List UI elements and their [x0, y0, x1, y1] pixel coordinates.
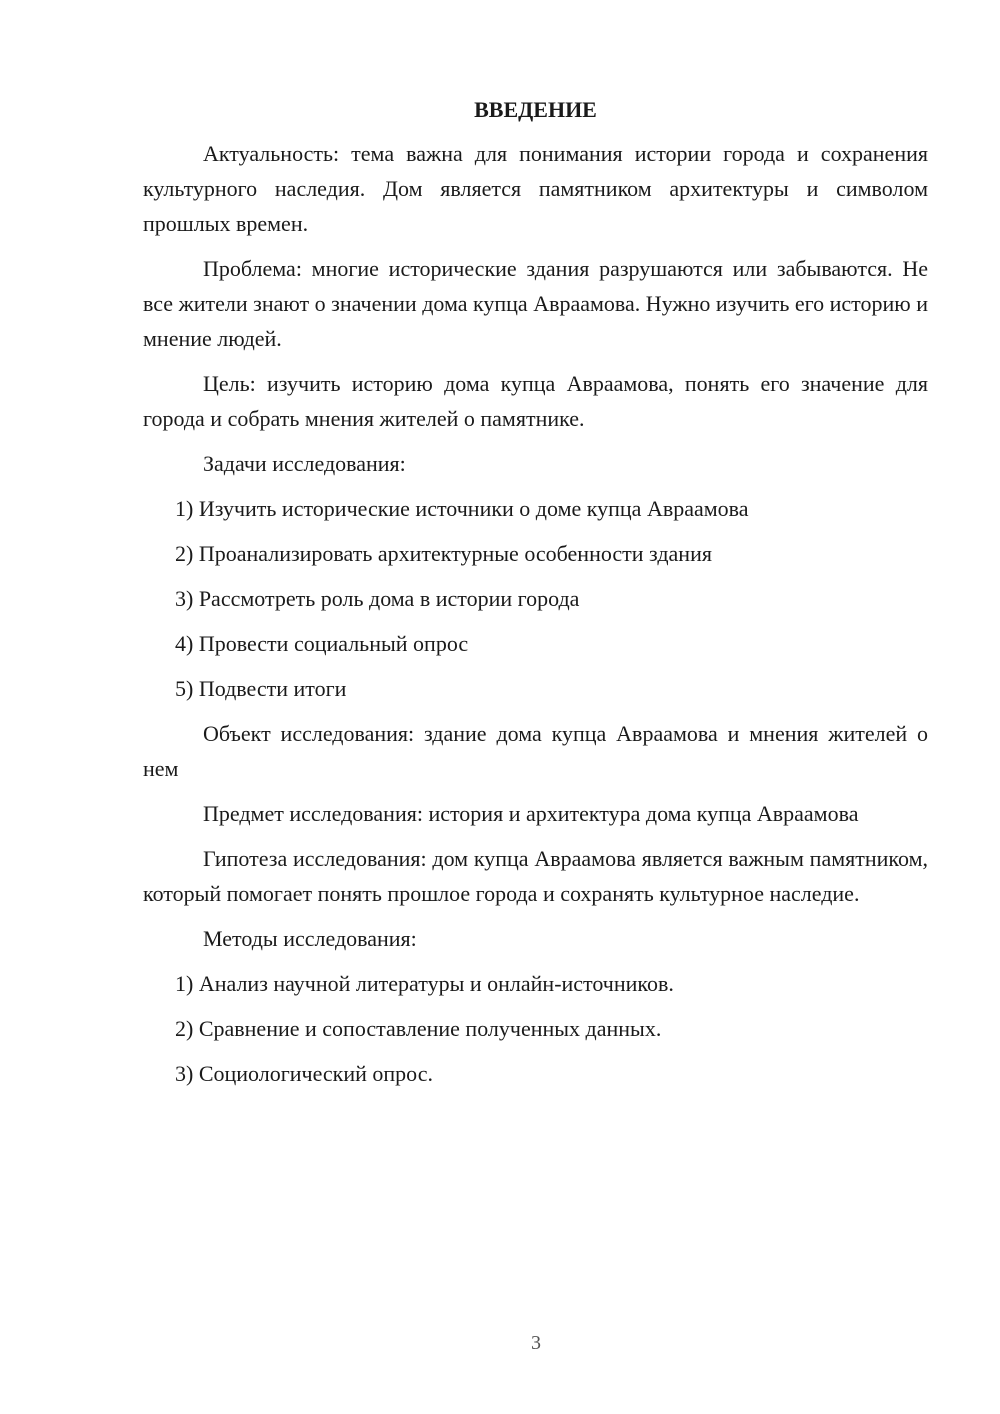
- list-item: 3) Социологический опрос.: [175, 1061, 433, 1086]
- subject-paragraph: Предмет исследования: история и архитектура дома купца Авраамова: [203, 801, 859, 826]
- list-item: 2) Сравнение и сопоставление полученных данных.: [175, 1016, 662, 1041]
- list-item: 4) Провести социальный опрос: [175, 631, 469, 656]
- page-number: 3: [531, 1332, 541, 1354]
- list-item: 3) Рассмотреть роль дома в истории города: [175, 586, 580, 611]
- list-item: 2) Проанализировать архитектурные особенности здания: [175, 541, 712, 566]
- list-item: 5) Подвести итоги: [175, 676, 347, 701]
- page-content: [143, 92, 928, 1101]
- methods-list: [143, 966, 928, 1091]
- hypothesis-paragraph: Гипотеза исследования: дом купца Авраамова является важным памятником, который помогает понять прошлое города и сохранять культурное наследие.: [143, 846, 928, 906]
- list-item: 1) Изучить исторические источники о доме купца Авраамова: [175, 496, 749, 521]
- problem-paragraph: Проблема: многие исторические здания разрушаются или забываются. Не все жители знают о значении дома купца Авраамова. Нужно изучить его историю и мнение людей.: [143, 256, 928, 351]
- page-title: ВВЕДЕНИЕ: [474, 97, 597, 122]
- methods-heading: Методы исследования:: [203, 926, 417, 951]
- goal-paragraph: Цель: изучить историю дома купца Авраамова, понять его значение для города и собрать мнения жителей о памятнике.: [143, 371, 928, 431]
- list-item: 1) Анализ научной литературы и онлайн-источников.: [175, 971, 674, 996]
- object-paragraph: Объект исследования: здание дома купца Авраамова и мнения жителей о нем: [143, 721, 928, 781]
- tasks-heading: Задачи исследования:: [203, 451, 406, 476]
- tasks-list: [143, 491, 928, 706]
- relevance-paragraph: Актуальность: тема важна для понимания истории города и сохранения культурного наследия. Дом является памятником архитектуры и символом прошлых времен.: [143, 141, 928, 236]
